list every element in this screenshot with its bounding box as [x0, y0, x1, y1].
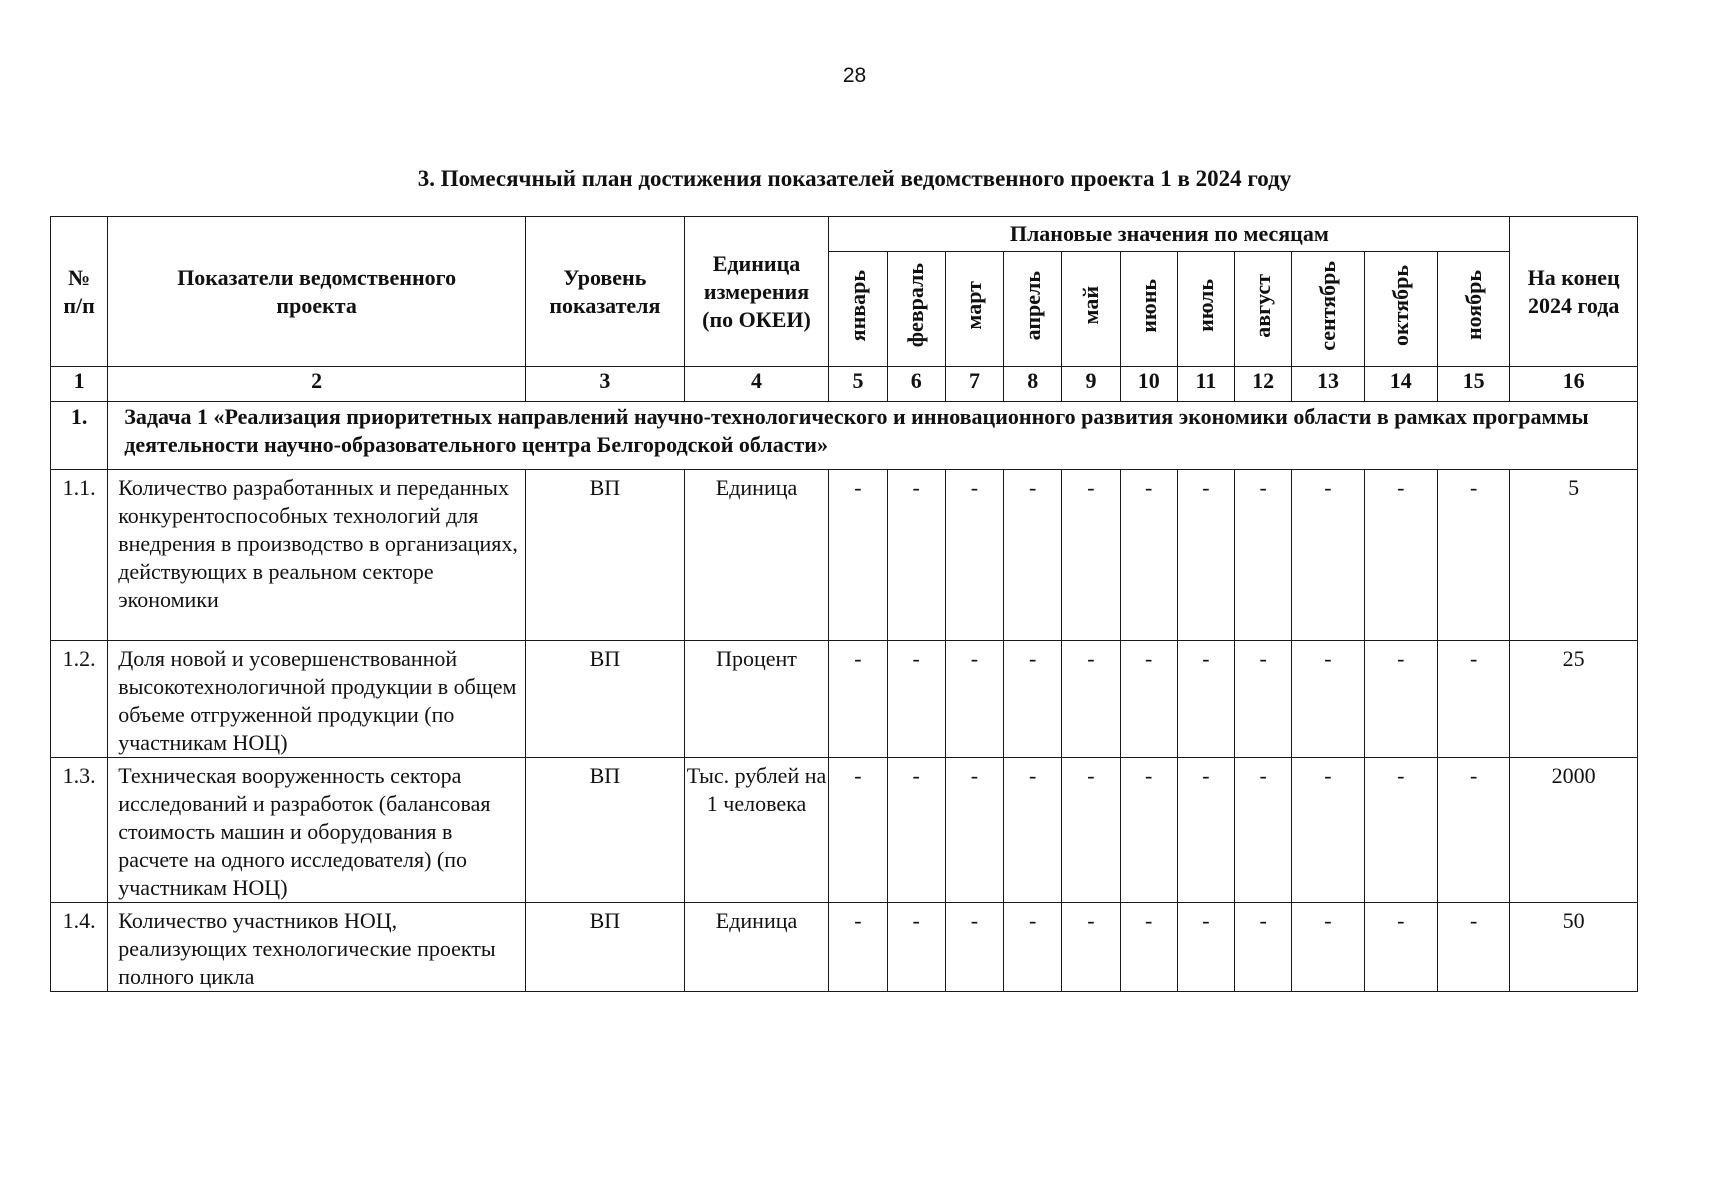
month-value: - [1235, 641, 1292, 758]
column-number: 9 [1062, 367, 1120, 402]
indicator-row [51, 470, 1638, 641]
month-value: - [1177, 641, 1234, 758]
header-month-2 [945, 252, 1003, 367]
indicator-row [51, 903, 1638, 992]
column-number: 1 [51, 367, 108, 402]
unit-of-measure: Единица [684, 470, 829, 641]
unit-of-measure: Тыс. рублей на 1 человека [684, 758, 829, 903]
month-value: - [1062, 641, 1120, 758]
header-unit: Единица измерения (по ОКЕИ) [684, 217, 829, 367]
row-number: 1.4. [51, 903, 108, 992]
month-label: июнь [1135, 278, 1161, 333]
month-value: - [1004, 903, 1062, 992]
month-value: - [945, 758, 1003, 903]
column-number: 4 [684, 367, 829, 402]
indicator-name: Количество разработанных и переданных конкурентоспособных технологий для внедрения в производство в организациях, действующих в реальном секторе экономики [108, 470, 526, 641]
month-value: - [829, 758, 887, 903]
column-number: 5 [829, 367, 887, 402]
month-value: - [1177, 903, 1234, 992]
unit-of-measure: Процент [684, 641, 829, 758]
column-number: 2 [108, 367, 526, 402]
month-value: - [1120, 903, 1177, 992]
month-label: июль [1192, 279, 1218, 332]
month-value: - [1364, 470, 1437, 641]
month-label: февраль [903, 263, 929, 348]
indicator-level: ВП [526, 470, 685, 641]
header-month-5 [1120, 252, 1177, 367]
column-number: 3 [526, 367, 685, 402]
unit-of-measure: Единица [684, 903, 829, 992]
month-value: - [829, 470, 887, 641]
month-label: октябрь [1387, 265, 1413, 346]
header-month-8 [1292, 252, 1364, 367]
indicator-name: Доля новой и усовершенствованной высокотехнологичной продукции в общем объеме отгруженной продукции (по участникам НОЦ) [108, 641, 526, 758]
month-label: май [1077, 286, 1103, 325]
end-of-year-value: 2000 [1510, 758, 1638, 903]
month-value: - [945, 641, 1003, 758]
indicator-level: ВП [526, 641, 685, 758]
row-number: 1.3. [51, 758, 108, 903]
column-number: 13 [1292, 367, 1364, 402]
month-value: - [1120, 758, 1177, 903]
month-value: - [887, 641, 945, 758]
month-value: - [829, 641, 887, 758]
month-label: март [961, 281, 987, 330]
month-value: - [1177, 758, 1234, 903]
indicator-name: Количество участников НОЦ, реализующих технологические проекты полного цикла [108, 903, 526, 992]
month-label: январь [844, 269, 870, 342]
month-value: - [1292, 641, 1364, 758]
column-number: 15 [1437, 367, 1509, 402]
header-month-7 [1235, 252, 1292, 367]
month-value: - [1004, 641, 1062, 758]
end-of-year-value: 25 [1510, 641, 1638, 758]
task-row [51, 402, 1638, 470]
indicator-row [51, 641, 1638, 758]
month-label: ноябрь [1460, 270, 1486, 341]
month-value: - [1235, 758, 1292, 903]
month-value: - [1292, 903, 1364, 992]
month-value: - [1437, 470, 1509, 641]
month-value: - [1364, 903, 1437, 992]
month-value: - [1292, 470, 1364, 641]
header-planned-values: Плановые значения по месяцам [829, 217, 1510, 252]
month-value: - [1004, 470, 1062, 641]
row-number: 1.2. [51, 641, 108, 758]
month-label: апрель [1019, 270, 1045, 341]
row-number: 1.1. [51, 470, 108, 641]
header-month-3 [1004, 252, 1062, 367]
header-month-0 [829, 252, 887, 367]
month-value: - [1364, 758, 1437, 903]
indicator-name: Техническая вооруженность сектора исследований и разработок (балансовая стоимость машин и оборудования в расчете на одного исследователя) (по участникам НОЦ) [108, 758, 526, 903]
column-number: 14 [1364, 367, 1437, 402]
month-value: - [1004, 758, 1062, 903]
month-value: - [829, 903, 887, 992]
month-value: - [1235, 470, 1292, 641]
indicator-level: ВП [526, 758, 685, 903]
task-title: Задача 1 «Реализация приоритетных направлений научно-технологического и инновационного развития экономики области в рамках программы деятельности научно-образовательного центра Белгородской области» [108, 402, 1638, 470]
month-value: - [1062, 470, 1120, 641]
header-row-top [51, 217, 1638, 252]
month-value: - [1364, 641, 1437, 758]
column-number: 6 [887, 367, 945, 402]
month-label: август [1250, 273, 1276, 338]
column-numbers-row [51, 367, 1638, 402]
month-value: - [1120, 641, 1177, 758]
header-month-1 [887, 252, 945, 367]
column-number: 7 [945, 367, 1003, 402]
month-value: - [1437, 641, 1509, 758]
column-number: 11 [1177, 367, 1234, 402]
column-number: 12 [1235, 367, 1292, 402]
monthly-plan-table [50, 216, 1638, 992]
month-value: - [1292, 758, 1364, 903]
month-value: - [1437, 758, 1509, 903]
month-value: - [887, 470, 945, 641]
month-label: сентябрь [1314, 260, 1340, 351]
column-number: 8 [1004, 367, 1062, 402]
end-of-year-value: 50 [1510, 903, 1638, 992]
end-of-year-value: 5 [1510, 470, 1638, 641]
header-month-4 [1062, 252, 1120, 367]
header-month-9 [1364, 252, 1437, 367]
header-month-10 [1437, 252, 1509, 367]
month-value: - [1062, 903, 1120, 992]
header-indicator: Показатели ведомственного проекта [108, 217, 526, 367]
month-value: - [945, 470, 1003, 641]
month-value: - [887, 903, 945, 992]
column-number: 16 [1510, 367, 1638, 402]
month-value: - [1437, 903, 1509, 992]
month-value: - [1235, 903, 1292, 992]
header-no: № п/п [51, 217, 108, 367]
month-value: - [1120, 470, 1177, 641]
month-value: - [887, 758, 945, 903]
month-value: - [945, 903, 1003, 992]
indicator-level: ВП [526, 903, 685, 992]
month-value: - [1177, 470, 1234, 641]
month-value: - [1062, 758, 1120, 903]
page-number: 28 [842, 64, 867, 87]
column-number: 10 [1120, 367, 1177, 402]
indicator-row [51, 758, 1638, 903]
header-end-of-year: На конец 2024 года [1510, 217, 1638, 367]
task-number: 1. [51, 402, 108, 470]
header-level: Уровень показателя [526, 217, 685, 367]
header-month-6 [1177, 252, 1234, 367]
document-title: 3. Помесячный план достижения показателей ведомственного проекта 1 в 2024 году [417, 166, 1292, 191]
